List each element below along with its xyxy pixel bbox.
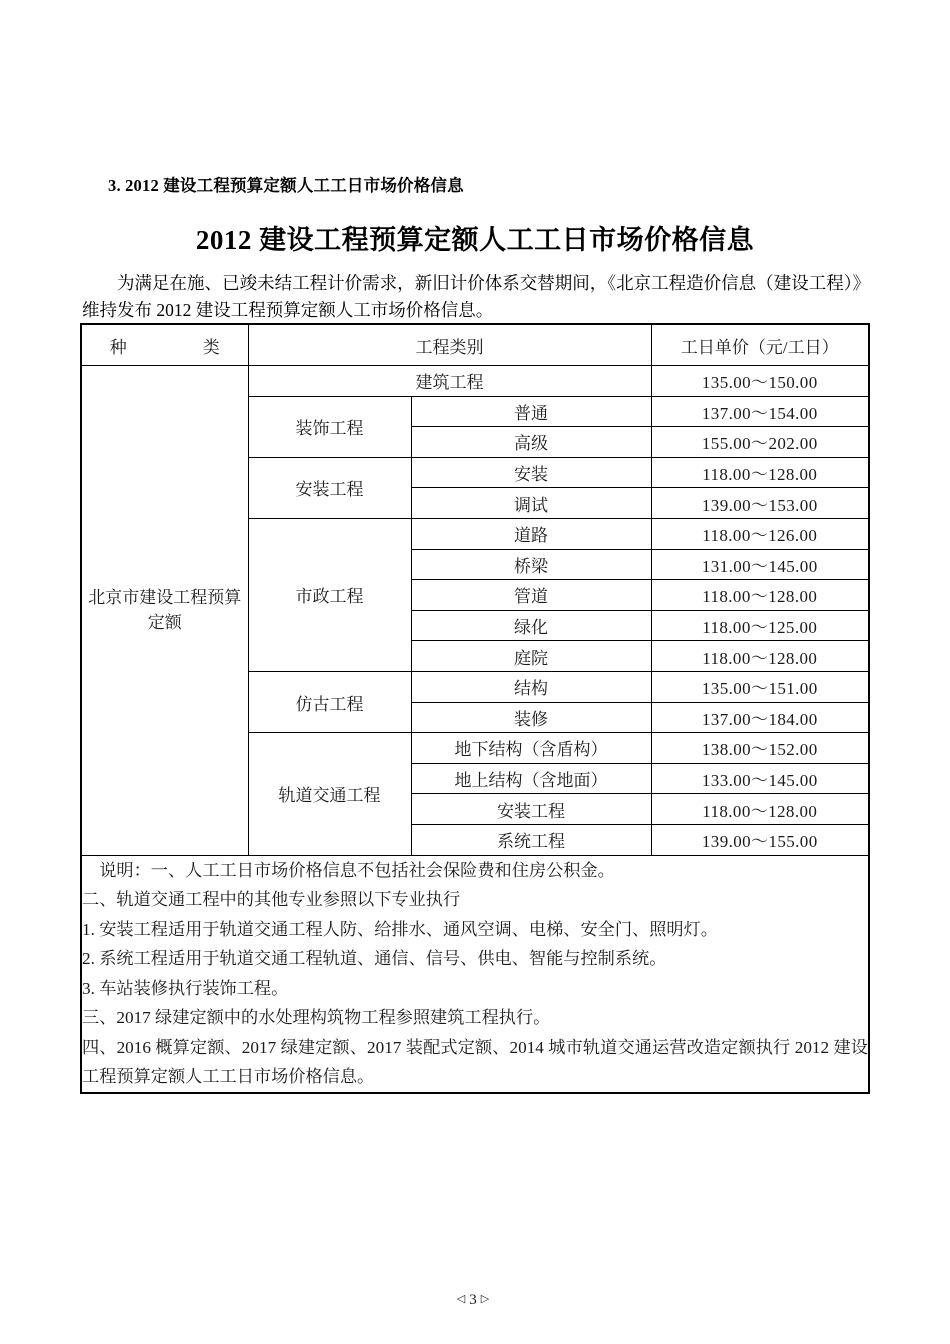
category-cell: 装修	[411, 702, 651, 733]
intro-paragraph: 为满足在施、已竣未结工程计价需求，新旧计价体系交替期间，《北京工程造价信息（建设工程）》维持发布 2012 建设工程预算定额人工市场价格信息。	[82, 273, 870, 320]
note-line-1: 说明：一、人工工日市场价格信息不包括社会保险费和住房公积金。	[99, 860, 615, 880]
category-cell: 道路	[411, 518, 651, 549]
price-cell: 118.00～128.00	[651, 794, 869, 825]
note-line-5: 3. 车站装修执行装饰工程。	[82, 978, 289, 998]
kind-label-cell: 北京市建设工程预算定额	[81, 366, 248, 856]
next-page-icon[interactable]: ▷	[480, 1293, 494, 1305]
note-line-7: 四、2016 概算定额、2017 绿建定额、2017 装配式定额、2014 城市轨道交通运营改造定额执行 2012 建设工程预算定额人工工日市场价格信息。	[82, 1037, 868, 1086]
prev-page-icon[interactable]: ◁	[456, 1293, 470, 1305]
price-cell: 155.00～202.00	[651, 427, 869, 458]
section-heading: 3. 2012 建设工程预算定额人工工日市场价格信息	[108, 176, 464, 195]
category-cell: 普通	[411, 396, 651, 427]
page-footer	[0, 1292, 950, 1309]
notes-row	[81, 855, 869, 1093]
category-cell: 庭院	[411, 641, 651, 672]
category-cell: 调试	[411, 488, 651, 519]
price-cell: 139.00～153.00	[651, 488, 869, 519]
price-cell: 118.00～128.00	[651, 457, 869, 488]
note-line-6: 三、2017 绿建定额中的水处理构筑物工程参照建筑工程执行。	[82, 1008, 551, 1027]
note-line-3: 1. 安装工程适用于轨道交通工程人防、给排水、通风空调、电梯、安全门、照明灯。	[82, 919, 718, 939]
page-title: 2012 建设工程预算定额人工工日市场价格信息	[195, 225, 755, 255]
category-cell: 管道	[411, 580, 651, 611]
category-cell: 绿化	[411, 610, 651, 641]
notes-cell	[81, 855, 869, 1093]
price-cell: 135.00～151.00	[651, 671, 869, 702]
category-cell: 建筑工程	[248, 366, 651, 397]
price-cell: 135.00～150.00	[651, 366, 869, 397]
category-cell: 结构	[411, 671, 651, 702]
price-cell: 137.00～184.00	[651, 702, 869, 733]
category-cell: 高级	[411, 427, 651, 458]
table-row	[81, 366, 869, 397]
group-cell-antique: 仿古工程	[248, 671, 411, 732]
page-number: 3	[469, 1292, 481, 1308]
group-cell-rail-transit: 轨道交通工程	[248, 733, 411, 855]
price-table-container	[80, 323, 870, 1094]
category-cell: 安装工程	[411, 794, 651, 825]
price-cell: 118.00～128.00	[651, 641, 869, 672]
price-cell: 138.00～152.00	[651, 733, 869, 764]
price-cell: 118.00～126.00	[651, 518, 869, 549]
price-cell: 137.00～154.00	[651, 396, 869, 427]
category-cell: 地上结构（含地面）	[411, 763, 651, 794]
note-line-4: 2. 系统工程适用于轨道交通工程轨道、通信、信号、供电、智能与控制系统。	[82, 949, 667, 968]
category-cell: 桥梁	[411, 549, 651, 580]
price-cell: 118.00～125.00	[651, 610, 869, 641]
price-cell: 118.00～128.00	[651, 580, 869, 611]
group-cell-decoration: 装饰工程	[248, 396, 411, 457]
category-cell: 地下结构（含盾构）	[411, 733, 651, 764]
header-kind: 种 类	[81, 324, 248, 366]
header-category: 工程类别	[248, 324, 651, 366]
price-cell: 131.00～145.00	[651, 549, 869, 580]
note-line-2: 二、轨道交通工程中的其他专业参照以下专业执行	[82, 890, 461, 909]
price-table	[80, 323, 870, 1094]
price-cell: 133.00～145.00	[651, 763, 869, 794]
table-header-row	[81, 324, 869, 366]
price-cell: 139.00～155.00	[651, 824, 869, 855]
header-unit-price: 工日单价（元/工日）	[651, 324, 869, 366]
category-cell: 安装	[411, 457, 651, 488]
group-cell-installation: 安装工程	[248, 457, 411, 518]
category-cell: 系统工程	[411, 824, 651, 855]
group-cell-municipal: 市政工程	[248, 518, 411, 671]
